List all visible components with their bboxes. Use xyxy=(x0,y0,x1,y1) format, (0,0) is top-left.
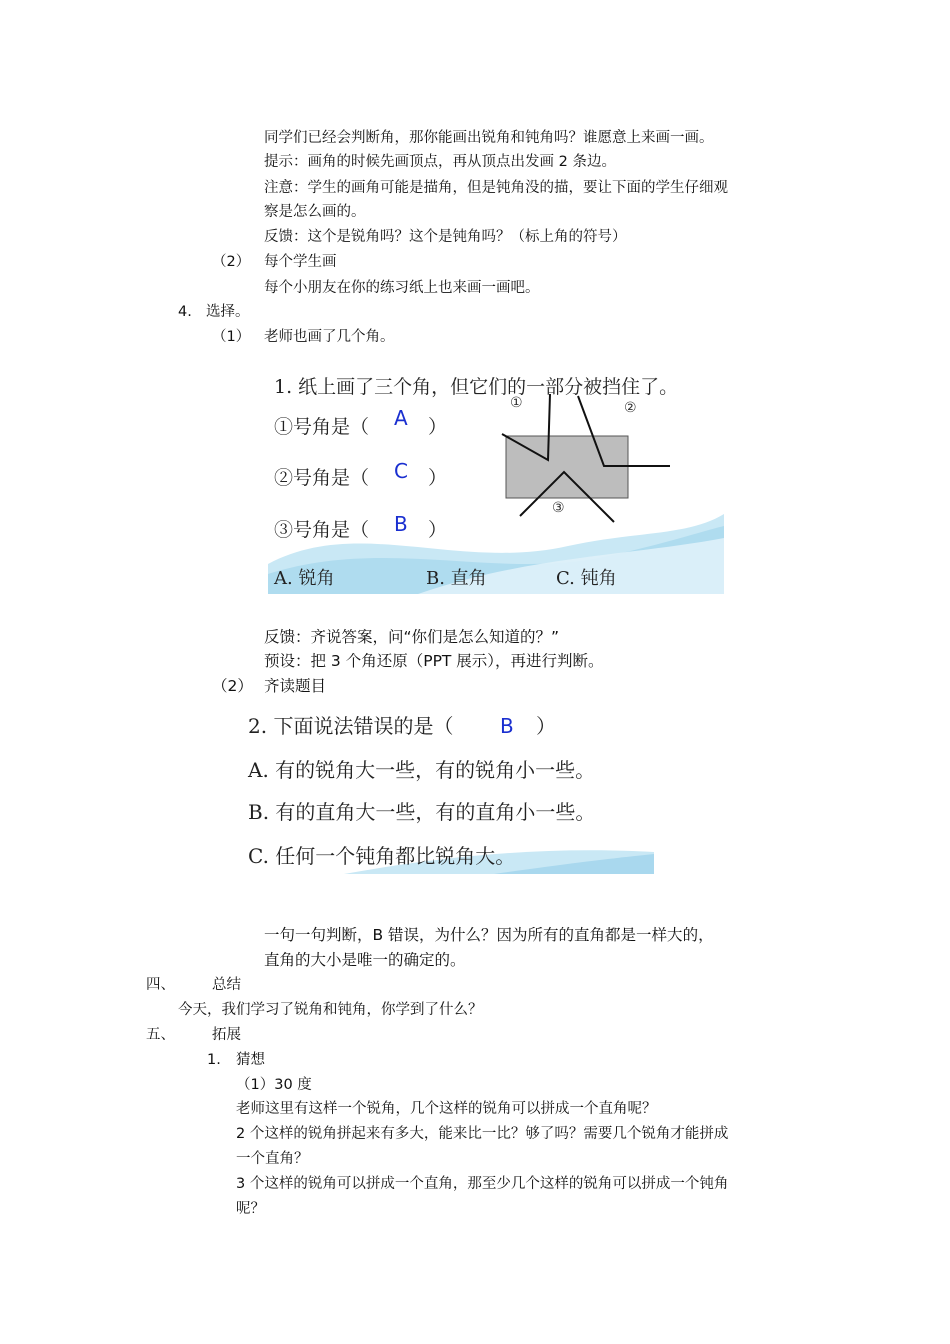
answer-3: B xyxy=(394,512,408,536)
option-c: C. 钝角 xyxy=(556,568,617,589)
text-line: 察是怎么画的。 xyxy=(264,204,366,220)
paren-close: ） xyxy=(536,714,556,738)
text-line: 3 个这样的锐角可以拼成一个直角，那至少几个这样的锐角可以拼成一个钝角 xyxy=(236,1176,729,1192)
option-c: C. 任何一个钝角都比锐角大。 xyxy=(248,844,516,868)
text-line: 老师这里有这样一个锐角，几个这样的锐角可以拼成一个直角呢？ xyxy=(236,1101,657,1117)
quiz-slide-2 xyxy=(244,706,654,874)
text-line: 齐读题目 xyxy=(264,677,327,695)
text-line: 一个直角？ xyxy=(236,1151,309,1167)
answer-2: C xyxy=(394,459,408,483)
text-line: 每个小朋友在你的练习纸上也来画一画吧。 xyxy=(264,280,540,296)
text-line: 每个学生画 xyxy=(264,254,337,270)
text-line: 今天，我们学习了锐角和钝角，你学到了什么？ xyxy=(178,1002,483,1018)
option-a: A. 有的锐角大一些，有的锐角小一些。 xyxy=(248,758,596,782)
answer-1: A xyxy=(394,406,408,430)
text-line: 老师也画了几个角。 xyxy=(264,329,395,345)
text-line: 直角的大小是唯一的确定的。 xyxy=(264,951,466,969)
question-2: ②号角是（ xyxy=(274,467,370,489)
quiz-slide-1 xyxy=(268,366,724,594)
text-line: 反馈：齐说答案，问“你们是怎么知道的？” xyxy=(264,628,560,646)
answer: B xyxy=(500,714,514,738)
text-line: 预设：把 3 个角还原（PPT 展示），再进行判断。 xyxy=(264,652,604,670)
section-number: 四、 xyxy=(146,977,175,993)
marker-3: ③ xyxy=(552,500,565,516)
slide-question-title: 2. 下面说法错误的是（ xyxy=(248,714,454,738)
paren-close: ） xyxy=(428,467,448,489)
option-a: A. 锐角 xyxy=(274,568,335,589)
text-line: 反馈：这个是锐角吗？这个是钝角吗？（标上角的符号） xyxy=(264,229,627,245)
text-line: 选择。 xyxy=(206,304,250,320)
question-1: ①号角是（ xyxy=(274,416,370,438)
section-heading: 总结 xyxy=(212,977,241,993)
section-number: 五、 xyxy=(146,1027,175,1043)
item-number: （1） xyxy=(212,329,251,345)
item-number: （2） xyxy=(212,677,253,695)
paren-close: ） xyxy=(428,416,448,438)
paren-close: ） xyxy=(428,519,448,541)
text-line: 呢？ xyxy=(236,1201,265,1217)
text-line: （1）30 度 xyxy=(236,1077,312,1093)
text-line: 一句一句判断，B 错误，为什么？因为所有的直角都是一样大的， xyxy=(264,926,714,944)
question-3: ③号角是（ xyxy=(274,519,370,541)
text-line: 2 个这样的锐角拼起来有多大，能来比一比？够了吗？需要几个锐角才能拼成 xyxy=(236,1126,729,1142)
item-number: 4. xyxy=(178,304,192,320)
marker-2: ② xyxy=(624,400,637,416)
text-line: 注意：学生的画角可能是描角，但是钝角没的描，要让下面的学生仔细观 xyxy=(264,180,728,196)
section-heading: 拓展 xyxy=(212,1027,241,1043)
text-line: 提示：画角的时候先画顶点，再从顶点出发画 2 条边。 xyxy=(264,154,616,170)
slide-question-title: 1. 纸上画了三个角，但它们的一部分被挡住了。 xyxy=(274,376,679,398)
text-line: 同学们已经会判断角，那你能画出锐角和钝角吗？谁愿意上来画一画。 xyxy=(264,130,714,146)
text-line: 猜想 xyxy=(236,1052,265,1068)
item-number: 1. xyxy=(207,1052,221,1068)
option-b: B. 有的直角大一些，有的直角小一些。 xyxy=(248,800,596,824)
option-b: B. 直角 xyxy=(426,568,487,589)
item-number: （2） xyxy=(212,254,251,270)
marker-1: ① xyxy=(510,395,523,411)
